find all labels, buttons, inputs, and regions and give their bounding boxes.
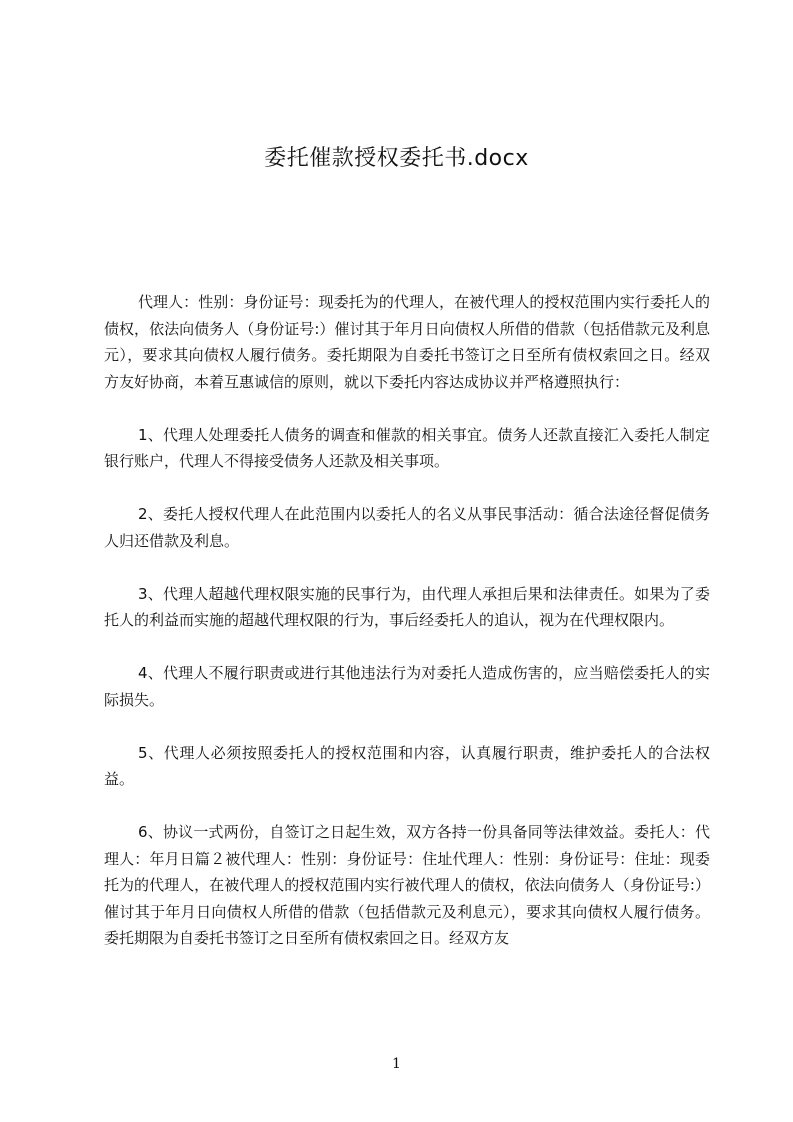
paragraph-clause-3: 3、代理人超越代理权限实施的民事行为，由代理人承担后果和法律责任。如果为了委托人的利益而实施的超越代理权限的行为，事后经委托人的追认，视为在代理权限内。 <box>104 584 710 629</box>
paragraph-clause-2: 2、委托人授权代理人在此范围内以委托人的名义从事民事活动：循合法途径督促债务人归还借款及利息。 <box>104 505 710 550</box>
paragraph-clause-6: 6、协议一式两份，自签订之日起生效，双方各持一份具备同等法律效益。委托人：代理人：年月日篇２被代理人：性别：身份证号：住址代理人：性别：身份证号：住址：现委托为的代理人，在被代理人的授权范围内实行被代理人的债权，依法向债务人（身份证号:）催讨其于年月日向债权人所借的借款（包括借款元及利息元），要求其向债权人履行债务。委托期限为自委托书签订之日至所有债权索回之日。经双方友 <box>104 823 710 947</box>
paragraph-intro: 代理人：性别：身份证号：现委托为的代理人，在被代理人的授权范围内实行委托人的债权，依法向债务人（身份证号:）催讨其于年月日向债权人所借的借款（包括借款元及利息元），要求其向债权人履行债务。委托期限为自委托书签订之日至所有债权索回之日。经双方友好协商，本着互惠诚信的原则，就以下委托内容达成协议并严格遵照执行： <box>104 293 710 391</box>
document-body <box>104 289 710 978</box>
paragraph-clause-4: 4、代理人不履行职责或进行其他违法行为对委托人造成伤害的，应当赔偿委托人的实际损失。 <box>104 664 710 709</box>
paragraph-clause-5: 5、代理人必须按照委托人的授权范围和内容，认真履行职责，维护委托人的合法权益。 <box>104 743 710 788</box>
document-title: 委托催款授权委托书.docx <box>264 146 529 171</box>
page-number: 1 <box>392 1056 401 1072</box>
paragraph-clause-1: 1、代理人处理委托人债务的调查和催款的相关事宜。债务人还款直接汇入委托人制定银行账户，代理人不得接受债务人还款及相关事项。 <box>104 425 710 470</box>
